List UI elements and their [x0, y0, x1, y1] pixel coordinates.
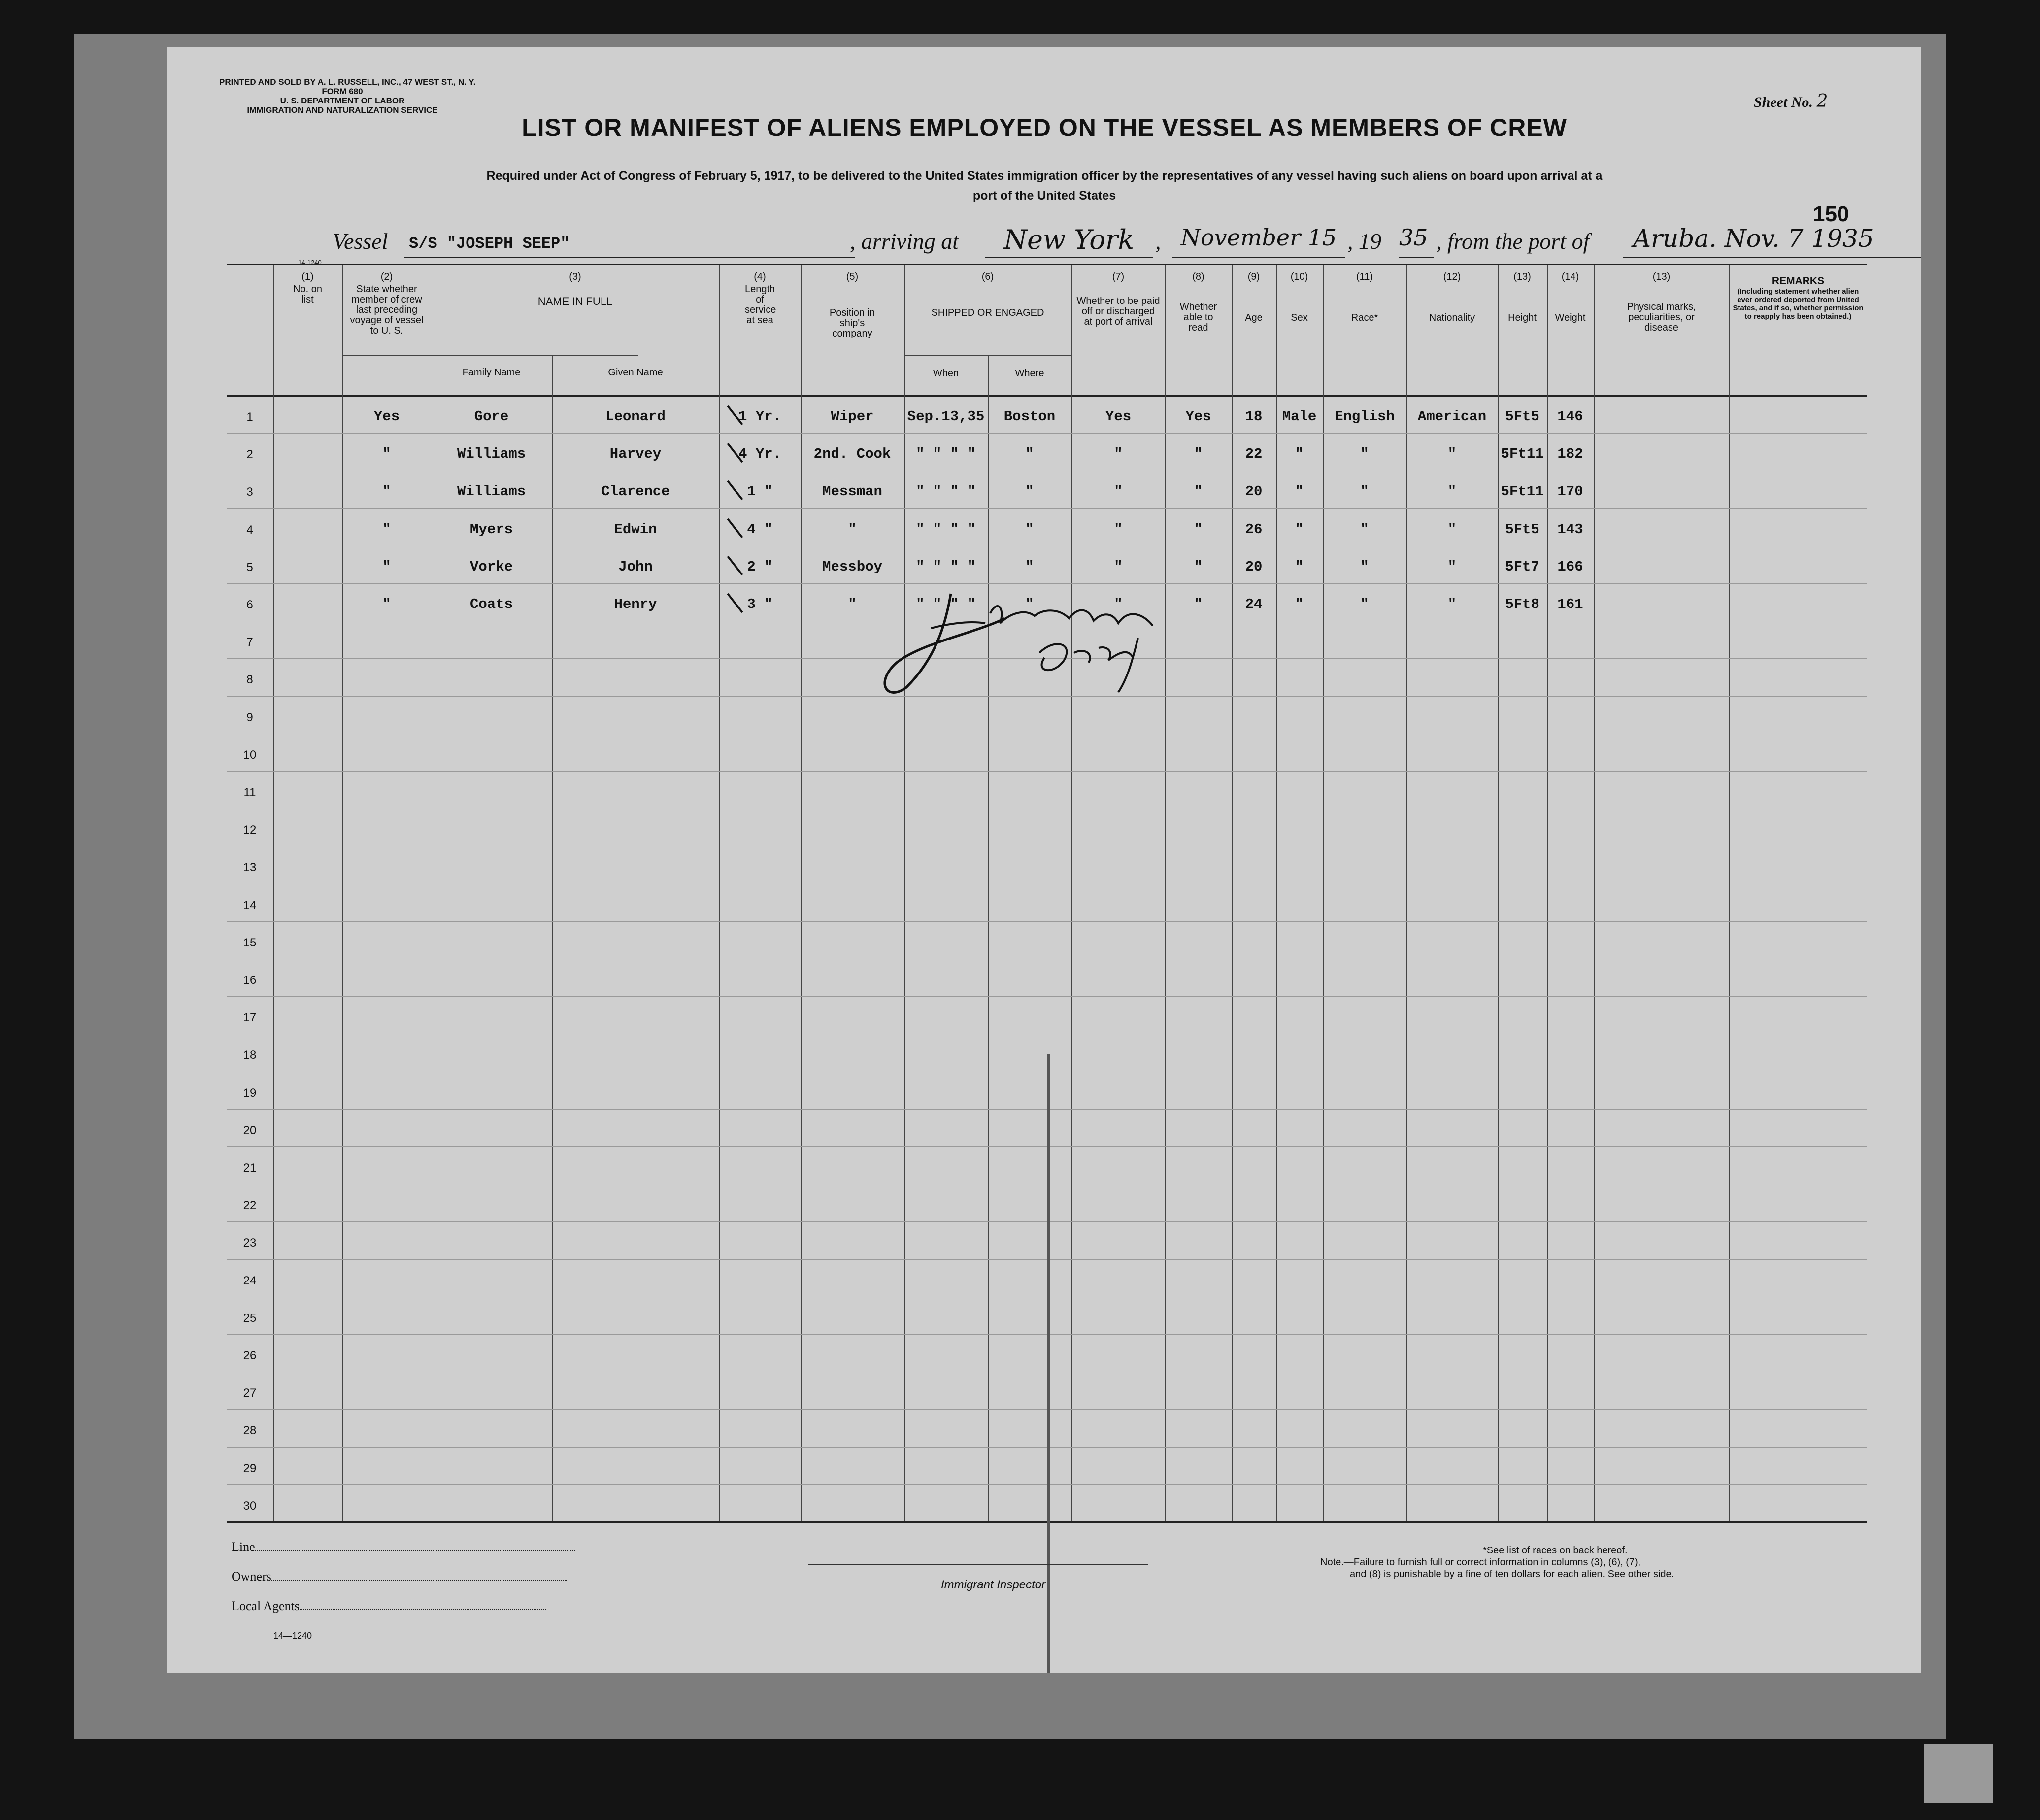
column-number: (8): [1192, 271, 1204, 282]
cell-position: Messman: [822, 483, 882, 500]
column-divider: [1729, 265, 1730, 1521]
cell-given: Leonard: [605, 408, 666, 425]
cell-nationality: ": [1447, 596, 1457, 612]
column-header-8: [1165, 272, 1232, 333]
cell-prev: ": [382, 558, 391, 575]
row-number: 20: [243, 1123, 257, 1137]
page-title: LIST OR MANIFEST OF ALIENS EMPLOYED ON THE VESSEL AS MEMBERS OF CREW: [522, 114, 1567, 141]
column-header-10: [1276, 272, 1323, 323]
column-number: (12): [1443, 271, 1461, 282]
arriving-port-field: New York: [985, 224, 1153, 258]
row-number: 10: [243, 748, 257, 762]
page-subtitle: [167, 166, 1921, 205]
cell-given: Henry: [614, 596, 657, 612]
cell-when: Sep.13,35: [907, 408, 985, 425]
column-header-6b: Where: [1015, 368, 1044, 379]
form-number: FORM 680: [322, 87, 363, 96]
arrival-date-field: November 15: [1172, 224, 1345, 258]
cell-nationality: ": [1447, 446, 1457, 463]
row-number: 3: [246, 485, 253, 499]
column-label: SHIPPED OR ENGAGED: [931, 307, 1044, 318]
stamped-page-number: 150: [1813, 202, 1849, 226]
row-rule: [227, 771, 1867, 772]
note-line: Note.—Failure to furnish full or correct information in columns (3), (6), (7),: [1320, 1557, 1641, 1568]
row-number: 16: [243, 974, 257, 987]
row-number: 8: [246, 673, 253, 687]
arriving-label: , arriving at: [850, 229, 959, 254]
cell-when: " " " ": [916, 521, 976, 538]
cell-race: ": [1360, 483, 1369, 500]
row-rule: [227, 996, 1867, 997]
row-number: 12: [243, 823, 257, 837]
vessel-label: Vessel: [333, 229, 388, 254]
column-header-6a: When: [933, 368, 959, 379]
row-number: 25: [243, 1311, 257, 1325]
column-label: Age: [1245, 312, 1263, 323]
cell-position: 2nd. Cook: [813, 446, 891, 463]
row-number: 21: [243, 1161, 257, 1175]
cell-height: 5Ft7: [1505, 558, 1539, 575]
department-name: U. S. DEPARTMENT OF LABOR: [280, 96, 405, 105]
cell-paid: ": [1114, 446, 1123, 463]
cell-age: 18: [1245, 408, 1263, 425]
column-header-14: [1547, 272, 1594, 323]
column-number: (10): [1290, 271, 1308, 282]
underlying-page-edge: [1924, 1744, 1993, 1803]
row-number: 4: [246, 523, 253, 537]
cell-height: 5Ft5: [1505, 521, 1539, 538]
cell-given: Edwin: [614, 521, 657, 538]
column-label: Position in ship's company: [829, 307, 875, 339]
column-number: (2): [380, 271, 393, 282]
row-number: 19: [243, 1086, 257, 1100]
cell-prev: ": [382, 596, 391, 612]
cell-sex: ": [1295, 446, 1304, 463]
column-divider: [1594, 265, 1595, 1521]
cell-when: " " " ": [916, 596, 976, 612]
cell-nationality: ": [1447, 558, 1457, 575]
cell-service: 2 ": [747, 558, 773, 575]
row-number: 9: [246, 710, 253, 724]
cell-age: 20: [1245, 558, 1263, 575]
cell-race: English: [1335, 408, 1395, 425]
row-number: 23: [243, 1236, 257, 1250]
cell-service: 4 Yr.: [738, 446, 781, 463]
cell-given: Harvey: [609, 446, 662, 463]
cell-family: Gore: [474, 408, 509, 425]
cell-family: Myers: [469, 521, 513, 538]
cell-family: Vorke: [469, 558, 513, 575]
footer-agents-field: [232, 1599, 546, 1614]
cell-nationality: ": [1447, 521, 1457, 538]
cell-sex: ": [1295, 558, 1304, 575]
footer-line-underline: [255, 1550, 575, 1551]
vessel-line: [167, 224, 1921, 264]
cell-sex: ": [1295, 596, 1304, 612]
from-port-label: , from the port of: [1436, 229, 1590, 254]
cell-where: ": [1025, 596, 1034, 612]
subtitle-line: port of the United States: [972, 189, 1116, 202]
cell-age: 24: [1245, 596, 1263, 612]
service-name: IMMIGRATION AND NATURALIZATION SERVICE: [247, 105, 438, 115]
footer-owners-field: [232, 1569, 567, 1584]
cell-family: Williams: [457, 446, 526, 463]
cell-read: ": [1194, 596, 1203, 612]
footer-owners-underline: [271, 1580, 567, 1581]
footer-agents-underline: [300, 1609, 546, 1610]
cell-weight: 182: [1557, 446, 1583, 463]
footer-line-label: Line: [232, 1540, 255, 1554]
comma-separator: ,: [1155, 229, 1161, 254]
column-label: Whether able to read: [1179, 302, 1217, 333]
row-number: 22: [243, 1199, 257, 1213]
cell-paid: Yes: [1105, 408, 1132, 425]
cell-service: 3 ": [747, 596, 773, 612]
cell-paid: ": [1114, 521, 1123, 538]
row-rule: [227, 921, 1867, 922]
row-number: 11: [243, 786, 256, 799]
row-number: 27: [243, 1386, 257, 1400]
cell-position: Wiper: [831, 408, 874, 425]
row-number: 5: [246, 560, 253, 574]
row-rule: [227, 433, 1867, 434]
column-label: Length of service at sea: [745, 284, 776, 326]
cell-sex: ": [1295, 483, 1304, 500]
cell-paid: ": [1114, 558, 1123, 575]
cell-sex: ": [1295, 521, 1304, 538]
row-number: 6: [246, 598, 253, 611]
inspector-signature: [877, 579, 1182, 707]
column-label: Physical marks, peculiarities, or disease: [1627, 302, 1696, 333]
column-label: Weight: [1555, 312, 1586, 323]
cell-race: ": [1360, 521, 1369, 538]
column-header-11: [1323, 272, 1406, 323]
sheet-number: [1754, 91, 1828, 111]
row-number: 1: [246, 410, 253, 424]
cell-height: 5Ft11: [1501, 446, 1544, 463]
footer-agents-label: Local Agents: [232, 1599, 300, 1613]
cell-age: 20: [1245, 483, 1263, 500]
row-number: 30: [243, 1499, 257, 1513]
cell-read: Yes: [1185, 408, 1211, 425]
cell-position: Messboy: [822, 558, 882, 575]
header-bottom-rule: [227, 395, 1867, 397]
column-header-5: [801, 272, 904, 339]
cell-height: 5Ft8: [1505, 596, 1539, 612]
cell-given: John: [618, 558, 653, 575]
footer-line-field: [232, 1540, 575, 1554]
form-code-top: 14-1240: [298, 259, 322, 266]
cell-sex: Male: [1282, 408, 1317, 425]
cell-race: ": [1360, 558, 1369, 575]
row-number: 26: [243, 1349, 257, 1362]
column-label: Race*: [1351, 312, 1378, 323]
column-label: Sex: [1291, 312, 1308, 323]
cell-where: ": [1025, 558, 1034, 575]
inspector-signature-line: [808, 1564, 1148, 1565]
cell-position: ": [848, 521, 857, 538]
cell-where: ": [1025, 521, 1034, 538]
cell-where: ": [1025, 446, 1034, 463]
column-header-3: [431, 272, 719, 306]
cell-read: ": [1194, 446, 1203, 463]
cell-where: Boston: [1003, 408, 1056, 425]
column-header-7: [1071, 272, 1165, 327]
column-number: (9): [1247, 271, 1260, 282]
column-header-2: [342, 272, 431, 336]
manifest-sheet: [167, 47, 1921, 1673]
column-number: (11): [1356, 271, 1373, 282]
row-number: 17: [243, 1011, 257, 1025]
cell-age: 22: [1245, 446, 1263, 463]
cell-nationality: ": [1447, 483, 1457, 500]
column-header-3a: Family Name: [462, 367, 521, 378]
inspector-label: Immigrant Inspector: [941, 1578, 1046, 1591]
row-number: 15: [243, 936, 257, 949]
column-number: (13): [1652, 271, 1671, 282]
cell-paid: ": [1114, 596, 1123, 612]
cell-when: " " " ": [916, 446, 976, 463]
cell-paid: ": [1114, 483, 1123, 500]
column-header-remarks: [1729, 276, 1867, 321]
note-line: *See list of races on back hereof.: [1483, 1545, 1628, 1556]
column-number: (14): [1561, 271, 1579, 282]
column-header-12: [1406, 272, 1498, 323]
row-number: 13: [243, 861, 257, 875]
cell-position: ": [848, 596, 857, 612]
cell-race: ": [1360, 446, 1369, 463]
footer-owners-label: Owners: [232, 1569, 271, 1584]
cell-weight: 143: [1557, 521, 1583, 538]
column-number: (13): [1513, 271, 1531, 282]
cell-family: Coats: [469, 596, 513, 612]
subtitle-line: Required under Act of Congress of February 5, 1917, to be delivered to the United States immigration officer by the representatives of any vessel having such aliens on board upon arrival at a: [486, 169, 1603, 183]
note-line: and (8) is punishable by a fine of ten dollars for each alien. See other side.: [1350, 1569, 1674, 1580]
column-header-4: [719, 272, 801, 326]
column-header-3b: Given Name: [608, 367, 663, 378]
cell-weight: 170: [1557, 483, 1583, 500]
page-fold-shadow: [1047, 1054, 1050, 1673]
footer-form-code: 14—1240: [273, 1631, 312, 1641]
cell-where: ": [1025, 483, 1034, 500]
cell-height: 5Ft5: [1505, 408, 1539, 425]
cell-prev: ": [382, 446, 391, 463]
row-number: 7: [246, 636, 253, 649]
cell-age: 26: [1245, 521, 1263, 538]
column-label: Height: [1508, 312, 1537, 323]
column-number: (4): [754, 271, 766, 282]
cell-family: Williams: [457, 483, 526, 500]
cell-read: ": [1194, 558, 1203, 575]
sheet-number-label: Sheet No.: [1754, 94, 1813, 110]
column-label: No. on list: [293, 284, 322, 305]
column-label: Nationality: [1429, 312, 1475, 323]
column-number: (5): [846, 271, 859, 282]
vessel-name-field: S/S "JOSEPH SEEP": [404, 224, 855, 258]
cell-service: 4 ": [747, 521, 773, 538]
row-number: 29: [243, 1461, 257, 1475]
from-port-field: Aruba. Nov. 7 1935: [1623, 224, 1921, 258]
column-header-1: [273, 272, 342, 305]
row-number: 28: [243, 1424, 257, 1438]
row-rule: [227, 508, 1867, 509]
column-label: NAME IN FULL: [537, 295, 613, 307]
printer-line: PRINTED AND SOLD BY A. L. RUSSELL, INC., 47 WEST ST., N. Y.: [219, 77, 476, 87]
footer-note: [1320, 1545, 1674, 1580]
row-number: 14: [243, 898, 257, 912]
column-number: (7): [1112, 271, 1125, 282]
cell-weight: 146: [1557, 408, 1583, 425]
column-label: REMARKS: [1772, 275, 1825, 287]
column-header-9: [1232, 272, 1276, 323]
cell-service: 1 Yr.: [738, 408, 781, 425]
printer-imprint: [219, 77, 476, 115]
cell-prev: ": [382, 521, 391, 538]
cell-read: ": [1194, 483, 1203, 500]
cell-when: " " " ": [916, 558, 976, 575]
header-subrule: [342, 355, 638, 356]
cell-when: " " " ": [916, 483, 976, 500]
year-prefix: , 19: [1347, 229, 1381, 254]
column-header-6: [904, 272, 1071, 318]
column-label: Whether to be paid off or discharged at port of arrival: [1076, 296, 1160, 327]
cell-race: ": [1360, 596, 1369, 612]
row-number: 2: [246, 448, 253, 462]
cell-prev: Yes: [373, 408, 400, 425]
column-header-15: [1594, 272, 1729, 333]
arrival-year-field: 35: [1399, 224, 1434, 258]
column-label: State whether member of crew last preceding voyage of vessel to U. S.: [350, 284, 424, 336]
column-number: (1): [301, 271, 314, 282]
row-number: 24: [243, 1274, 257, 1287]
column-number: (6): [981, 271, 994, 282]
cell-read: ": [1194, 521, 1203, 538]
cell-height: 5Ft11: [1501, 483, 1544, 500]
cell-weight: 161: [1557, 596, 1583, 612]
cell-given: Clarence: [601, 483, 670, 500]
column-sublabel: (Including statement whether alien ever ordered deported from United States, and if so, whether permission to reapply has been obtained.): [1733, 287, 1864, 321]
cell-weight: 166: [1557, 558, 1583, 575]
sheet-number-value: 2: [1816, 91, 1828, 111]
column-divider: [273, 265, 274, 1521]
row-number: 18: [243, 1048, 257, 1062]
column-header-13: [1498, 272, 1547, 323]
column-number: (3): [569, 271, 581, 282]
cell-service: 1 ": [747, 483, 773, 500]
cell-nationality: American: [1417, 408, 1487, 425]
cell-prev: ": [382, 483, 391, 500]
